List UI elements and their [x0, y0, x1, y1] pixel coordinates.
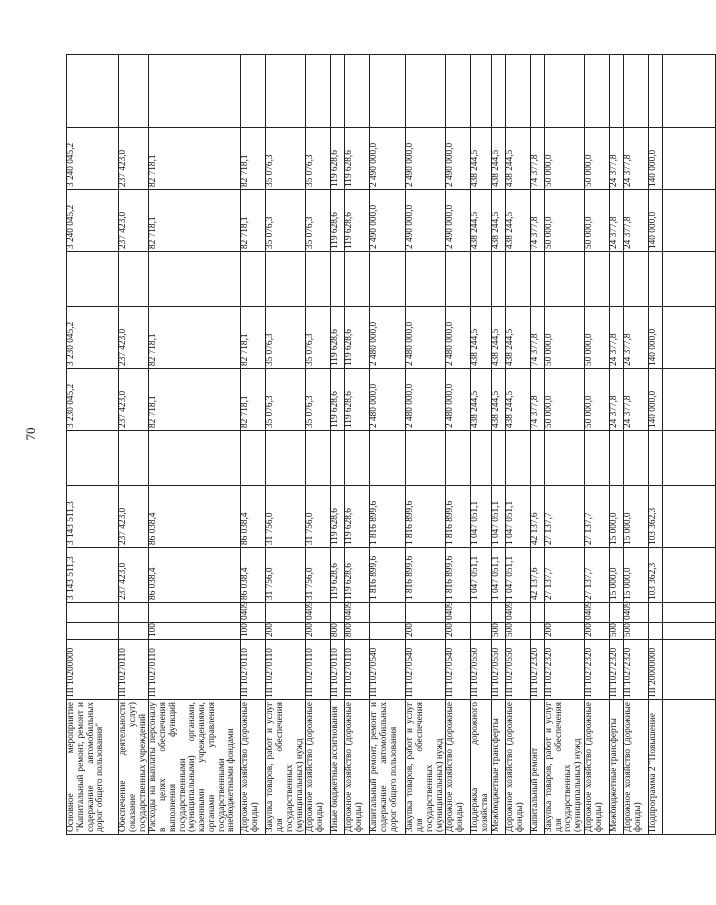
empty-cell [662, 486, 715, 548]
value-col-6 [544, 252, 584, 307]
empty-cell [662, 128, 715, 190]
value-col-9 [584, 55, 609, 128]
value-col-2: 27 137,7 [584, 486, 609, 548]
row-name: Дорожное хозяйство (дорожные фонды) [306, 700, 331, 835]
value-col-5: 119 628,6 [345, 307, 370, 369]
value-col-8: 2 490 000,0 [370, 128, 406, 190]
value-col-3 [491, 431, 505, 486]
row-section [67, 603, 119, 623]
value-col-6 [446, 252, 471, 307]
row-expense-type: 500 [623, 623, 648, 640]
value-col-9 [544, 55, 584, 128]
value-col-8: 2 490 000,0 [446, 128, 471, 190]
row-expense-type [530, 623, 544, 640]
row-expense-type: 100 [241, 623, 266, 640]
value-col-1: 1 047 051,1 [505, 548, 530, 603]
value-col-3 [609, 431, 623, 486]
value-col-4: 438 244,5 [491, 369, 505, 431]
value-col-2: 103 362,3 [648, 486, 662, 548]
row-name: Межбюджетные трансферты [609, 700, 623, 835]
row-expense-type [471, 623, 492, 640]
value-col-4: 50 000,0 [584, 369, 609, 431]
value-col-2: 86 038,4 [149, 486, 241, 548]
value-col-5: 24 377,8 [609, 307, 623, 369]
value-col-3 [471, 431, 492, 486]
value-col-4: 35 076,3 [266, 369, 306, 431]
value-col-8: 438 244,5 [471, 128, 492, 190]
table-row [149, 55, 241, 835]
value-col-9 [370, 55, 406, 128]
table-row [505, 55, 530, 835]
row-name: Дорожное хозяйство (дорожные фонды) [623, 700, 648, 835]
row-code: ПГ10270110 [149, 640, 241, 700]
value-col-6 [345, 252, 370, 307]
row-section [530, 603, 544, 623]
value-col-9 [530, 55, 544, 128]
budget-table-body [67, 55, 716, 835]
value-col-2: 15 000,0 [623, 486, 648, 548]
row-name: Межбюджетные трансферты [491, 700, 505, 835]
value-col-2: 1 816 899,6 [370, 486, 406, 548]
row-code: ПГ10270110 [119, 640, 149, 700]
value-col-7: 35 076,3 [306, 190, 331, 252]
value-col-7: 24 377,8 [609, 190, 623, 252]
table-row [530, 55, 544, 835]
value-col-3 [370, 431, 406, 486]
value-col-4: 237 423,0 [119, 369, 149, 431]
value-col-7: 82 718,1 [149, 190, 241, 252]
table-row [345, 55, 370, 835]
value-col-4: 140 000,0 [648, 369, 662, 431]
row-name: Расходы на выплаты персоналу в целях обеспечения выполнения функций государственными (муниципальными) органами, казенными учреждениями, органами управления государственными внебюджетными фондами [149, 700, 241, 835]
row-section: 0409 [345, 603, 370, 623]
value-col-4: 82 718,1 [241, 369, 266, 431]
value-col-8: 74 377,8 [530, 128, 544, 190]
row-name: Дорожное хозяйство (дорожные фонды) [241, 700, 266, 835]
value-col-6 [609, 252, 623, 307]
value-col-6 [623, 252, 648, 307]
row-section: 0409 [306, 603, 331, 623]
value-col-3 [306, 431, 331, 486]
value-col-8: 24 377,8 [623, 128, 648, 190]
value-col-2: 1 047 051,1 [471, 486, 492, 548]
row-section [544, 603, 584, 623]
row-name: Обеспечение деятельности (оказание услуг) государственных учреждений [119, 700, 149, 835]
row-section [609, 603, 623, 623]
value-col-9 [241, 55, 266, 128]
row-expense-type: 200 [446, 623, 471, 640]
row-expense-type [370, 623, 406, 640]
rotated-table-wrapper [66, 55, 658, 835]
empty-cell [662, 55, 715, 128]
value-col-9 [623, 55, 648, 128]
value-col-2: 1 047 051,1 [491, 486, 505, 548]
row-expense-type [67, 623, 119, 640]
value-col-6 [331, 252, 345, 307]
value-col-1: 103 362,3 [648, 548, 662, 603]
value-col-5: 35 076,3 [266, 307, 306, 369]
value-col-3 [119, 431, 149, 486]
row-expense-type: 500 [505, 623, 530, 640]
row-code: ПГ10270110 [241, 640, 266, 700]
value-col-3 [648, 431, 662, 486]
row-code: ПГ10270110 [266, 640, 306, 700]
value-col-1: 31 756,0 [306, 548, 331, 603]
row-expense-type [648, 623, 662, 640]
value-col-4: 24 377,8 [609, 369, 623, 431]
table-row [370, 55, 406, 835]
table-row [306, 55, 331, 835]
value-col-8: 35 076,3 [306, 128, 331, 190]
value-col-2: 1 816 899,6 [406, 486, 446, 548]
row-code: ПГ10270540 [406, 640, 446, 700]
row-code: ПГ10270110 [306, 640, 331, 700]
value-col-6 [530, 252, 544, 307]
value-col-3 [505, 431, 530, 486]
value-col-8: 50 000,0 [584, 128, 609, 190]
row-section [648, 603, 662, 623]
value-col-9 [446, 55, 471, 128]
value-col-3 [623, 431, 648, 486]
table-row [648, 55, 662, 835]
row-code: ПГ10270110 [331, 640, 345, 700]
row-section [406, 603, 446, 623]
value-col-5: 82 718,1 [149, 307, 241, 369]
value-col-9 [505, 55, 530, 128]
value-col-2: 31 756,0 [266, 486, 306, 548]
value-col-6 [406, 252, 446, 307]
value-col-5: 237 423,0 [119, 307, 149, 369]
row-expense-type: 200 [584, 623, 609, 640]
row-code: ПГ10270550 [505, 640, 530, 700]
value-col-6 [241, 252, 266, 307]
value-col-2: 3 143 511,3 [67, 486, 119, 548]
value-col-6 [370, 252, 406, 307]
value-col-7: 3 240 045,2 [67, 190, 119, 252]
row-expense-type: 200 [266, 623, 306, 640]
value-col-3 [345, 431, 370, 486]
row-code: ПГ10272320 [544, 640, 584, 700]
value-col-7: 438 244,5 [471, 190, 492, 252]
value-col-9 [67, 55, 119, 128]
value-col-8: 82 718,1 [241, 128, 266, 190]
value-col-2: 1 816 899,6 [446, 486, 471, 548]
value-col-3 [149, 431, 241, 486]
value-col-7: 82 718,1 [241, 190, 266, 252]
row-expense-type: 500 [609, 623, 623, 640]
row-expense-type: 200 [544, 623, 584, 640]
value-col-7: 119 628,6 [345, 190, 370, 252]
value-col-5: 74 377,8 [530, 307, 544, 369]
value-col-1: 42 137,6 [530, 548, 544, 603]
row-code: ПГ10200000 [67, 640, 119, 700]
row-section [491, 603, 505, 623]
table-row [544, 55, 584, 835]
row-code: ПГ10270550 [491, 640, 505, 700]
value-col-2: 31 756,0 [306, 486, 331, 548]
value-col-8: 119 628,6 [345, 128, 370, 190]
value-col-1: 237 423,0 [119, 548, 149, 603]
value-col-4: 74 377,8 [530, 369, 544, 431]
row-code: ПГ10270540 [370, 640, 406, 700]
value-col-9 [149, 55, 241, 128]
table-row [241, 55, 266, 835]
row-name: Закупка товаров, работ и услуг для обеспечения государственных (муниципальных) нужд [266, 700, 306, 835]
value-col-8: 82 718,1 [149, 128, 241, 190]
value-col-9 [331, 55, 345, 128]
value-col-7: 2 490 000,0 [446, 190, 471, 252]
value-col-8: 35 076,3 [266, 128, 306, 190]
value-col-5: 438 244,5 [505, 307, 530, 369]
value-col-1: 31 756,0 [266, 548, 306, 603]
value-col-3 [266, 431, 306, 486]
value-col-1: 1 047 051,1 [491, 548, 505, 603]
value-col-3 [584, 431, 609, 486]
table-row-empty [662, 55, 715, 835]
row-name: Иные бюджетные ассигнования [331, 700, 345, 835]
value-col-5: 438 244,5 [471, 307, 492, 369]
row-expense-type: 200 [306, 623, 331, 640]
value-col-1: 15 000,0 [609, 548, 623, 603]
row-section: 0409 [446, 603, 471, 623]
table-row [406, 55, 446, 835]
row-section: 0409 [505, 603, 530, 623]
value-col-6 [306, 252, 331, 307]
value-col-7: 74 377,8 [530, 190, 544, 252]
value-col-6 [648, 252, 662, 307]
value-col-7: 140 000,0 [648, 190, 662, 252]
empty-cell [662, 431, 715, 486]
value-col-3 [241, 431, 266, 486]
value-col-9 [471, 55, 492, 128]
value-col-5: 2 480 000,0 [370, 307, 406, 369]
value-col-9 [306, 55, 331, 128]
row-expense-type: 100 [149, 623, 241, 640]
value-col-1: 15 000,0 [623, 548, 648, 603]
value-col-4: 82 718,1 [149, 369, 241, 431]
value-col-9 [266, 55, 306, 128]
row-code: ПГ20000000 [648, 640, 662, 700]
value-col-1: 119 628,6 [331, 548, 345, 603]
value-col-1: 27 137,7 [584, 548, 609, 603]
value-col-7: 119 628,6 [331, 190, 345, 252]
row-section [119, 603, 149, 623]
value-col-4: 119 628,6 [331, 369, 345, 431]
table-row [491, 55, 505, 835]
row-name: Капитальный ремонт [530, 700, 544, 835]
value-col-5: 3 230 045,2 [67, 307, 119, 369]
value-col-9 [609, 55, 623, 128]
value-col-4: 35 076,3 [306, 369, 331, 431]
value-col-7: 35 076,3 [266, 190, 306, 252]
row-name: Закупка товаров, работ и услуг для обеспечения государственных (муниципальных) нужд [406, 700, 446, 835]
row-section [331, 603, 345, 623]
value-col-4: 438 244,5 [471, 369, 492, 431]
value-col-6 [266, 252, 306, 307]
value-col-2: 86 038,4 [241, 486, 266, 548]
value-col-8: 2 490 000,0 [406, 128, 446, 190]
value-col-8: 140 000,0 [648, 128, 662, 190]
value-col-6 [67, 252, 119, 307]
value-col-8: 24 377,8 [609, 128, 623, 190]
value-col-2: 119 628,6 [345, 486, 370, 548]
table-row [623, 55, 648, 835]
row-section [149, 603, 241, 623]
value-col-4: 119 628,6 [345, 369, 370, 431]
table-row [266, 55, 306, 835]
value-col-6 [471, 252, 492, 307]
value-col-5: 50 000,0 [584, 307, 609, 369]
value-col-8: 50 000,0 [544, 128, 584, 190]
row-code: ПГ10272320 [609, 640, 623, 700]
value-col-3 [544, 431, 584, 486]
value-col-2: 237 423,0 [119, 486, 149, 548]
row-code: ПГ10270550 [471, 640, 492, 700]
value-col-2: 1 047 051,1 [505, 486, 530, 548]
value-col-9 [648, 55, 662, 128]
budget-table [66, 54, 716, 835]
value-col-5: 140 000,0 [648, 307, 662, 369]
value-col-5: 438 244,5 [491, 307, 505, 369]
value-col-7: 2 490 000,0 [406, 190, 446, 252]
row-name: Закупка товаров, работ и услуг для обеспечения государственных (муниципальных) нужд [544, 700, 584, 835]
row-code: ПГ10270540 [446, 640, 471, 700]
row-section [266, 603, 306, 623]
empty-cell [662, 548, 715, 603]
value-col-9 [119, 55, 149, 128]
value-col-3 [406, 431, 446, 486]
value-col-4: 2 480 000,0 [446, 369, 471, 431]
value-col-7: 50 000,0 [584, 190, 609, 252]
value-col-8: 438 244,5 [491, 128, 505, 190]
value-col-4: 2 480 000,0 [406, 369, 446, 431]
value-col-5: 35 076,3 [306, 307, 331, 369]
value-col-5: 24 377,8 [623, 307, 648, 369]
value-col-1: 1 816 899,6 [446, 548, 471, 603]
empty-cell [662, 640, 715, 700]
value-col-8: 237 423,0 [119, 128, 149, 190]
value-col-4: 50 000,0 [544, 369, 584, 431]
value-col-3 [446, 431, 471, 486]
row-code: ПГ10272320 [623, 640, 648, 700]
row-expense-type: 200 [406, 623, 446, 640]
value-col-4: 438 244,5 [505, 369, 530, 431]
table-row [584, 55, 609, 835]
value-col-7: 50 000,0 [544, 190, 584, 252]
table-row [446, 55, 471, 835]
empty-cell [662, 603, 715, 623]
value-col-1: 119 628,6 [345, 548, 370, 603]
row-name: Подпрограмма 2 "Повышение [648, 700, 662, 835]
table-row [471, 55, 492, 835]
value-col-7: 237 423,0 [119, 190, 149, 252]
row-name: Дорожное хозяйство (дорожные фонды) [446, 700, 471, 835]
value-col-6 [505, 252, 530, 307]
value-col-7: 438 244,5 [491, 190, 505, 252]
value-col-8: 438 244,5 [505, 128, 530, 190]
value-col-7: 438 244,5 [505, 190, 530, 252]
row-name: Капитальный ремонт, ремонт и содержание автомобильных дорог общего пользования [370, 700, 406, 835]
row-expense-type: 500 [491, 623, 505, 640]
value-col-1: 1 816 899,6 [406, 548, 446, 603]
value-col-3 [331, 431, 345, 486]
empty-cell [662, 700, 715, 835]
value-col-9 [406, 55, 446, 128]
empty-cell [662, 252, 715, 307]
value-col-3 [530, 431, 544, 486]
value-col-6 [119, 252, 149, 307]
value-col-8: 119 628,6 [331, 128, 345, 190]
row-section: 0409 [584, 603, 609, 623]
row-name: Основное мероприятие "Капитальный ремонт, ремонт и содержание автомобильных дорог общего пользования" [67, 700, 119, 835]
value-col-9 [345, 55, 370, 128]
value-col-2: 42 137,6 [530, 486, 544, 548]
value-col-5: 82 718,1 [241, 307, 266, 369]
row-section [370, 603, 406, 623]
value-col-1: 1 047 051,1 [471, 548, 492, 603]
empty-cell [662, 190, 715, 252]
value-col-4: 24 377,8 [623, 369, 648, 431]
value-col-1: 1 816 899,6 [370, 548, 406, 603]
table-row [119, 55, 149, 835]
value-col-6 [149, 252, 241, 307]
value-col-5: 2 480 000,0 [406, 307, 446, 369]
empty-cell [662, 369, 715, 431]
row-code: ПГ10270110 [345, 640, 370, 700]
row-expense-type: 800 [345, 623, 370, 640]
value-col-4: 2 480 000,0 [370, 369, 406, 431]
value-col-1: 86 038,4 [241, 548, 266, 603]
value-col-1: 3 143 511,3 [67, 548, 119, 603]
value-col-2: 27 137,7 [544, 486, 584, 548]
value-col-4: 3 230 045,2 [67, 369, 119, 431]
row-code: ПГ10272320 [584, 640, 609, 700]
value-col-5: 50 000,0 [544, 307, 584, 369]
value-col-1: 27 137,7 [544, 548, 584, 603]
row-code: ПГ10272320 [530, 640, 544, 700]
table-row [609, 55, 623, 835]
row-expense-type [119, 623, 149, 640]
row-expense-type: 800 [331, 623, 345, 640]
row-section: 0409 [623, 603, 648, 623]
table-row [331, 55, 345, 835]
row-section: 0409 [241, 603, 266, 623]
value-col-9 [491, 55, 505, 128]
value-col-1: 86 038,4 [149, 548, 241, 603]
value-col-2: 15 000,0 [609, 486, 623, 548]
table-row [67, 55, 119, 835]
value-col-2: 119 628,6 [331, 486, 345, 548]
value-col-5: 2 480 000,0 [446, 307, 471, 369]
value-col-5: 119 628,6 [331, 307, 345, 369]
row-section [471, 603, 492, 623]
value-col-7: 2 490 000,0 [370, 190, 406, 252]
row-name: Дорожное хозяйство (дорожные фонды) [345, 700, 370, 835]
row-name: Поддержка дорожного хозяйства [471, 700, 492, 835]
value-col-3 [67, 431, 119, 486]
row-name: Дорожное хозяйство (дорожные фонды) [584, 700, 609, 835]
page-number: 70 [23, 427, 38, 441]
empty-cell [662, 623, 715, 640]
row-name: Дорожное хозяйство (дорожные фонды) [505, 700, 530, 835]
value-col-6 [491, 252, 505, 307]
value-col-8: 3 240 045,2 [67, 128, 119, 190]
empty-cell [662, 307, 715, 369]
value-col-6 [584, 252, 609, 307]
value-col-7: 24 377,8 [623, 190, 648, 252]
